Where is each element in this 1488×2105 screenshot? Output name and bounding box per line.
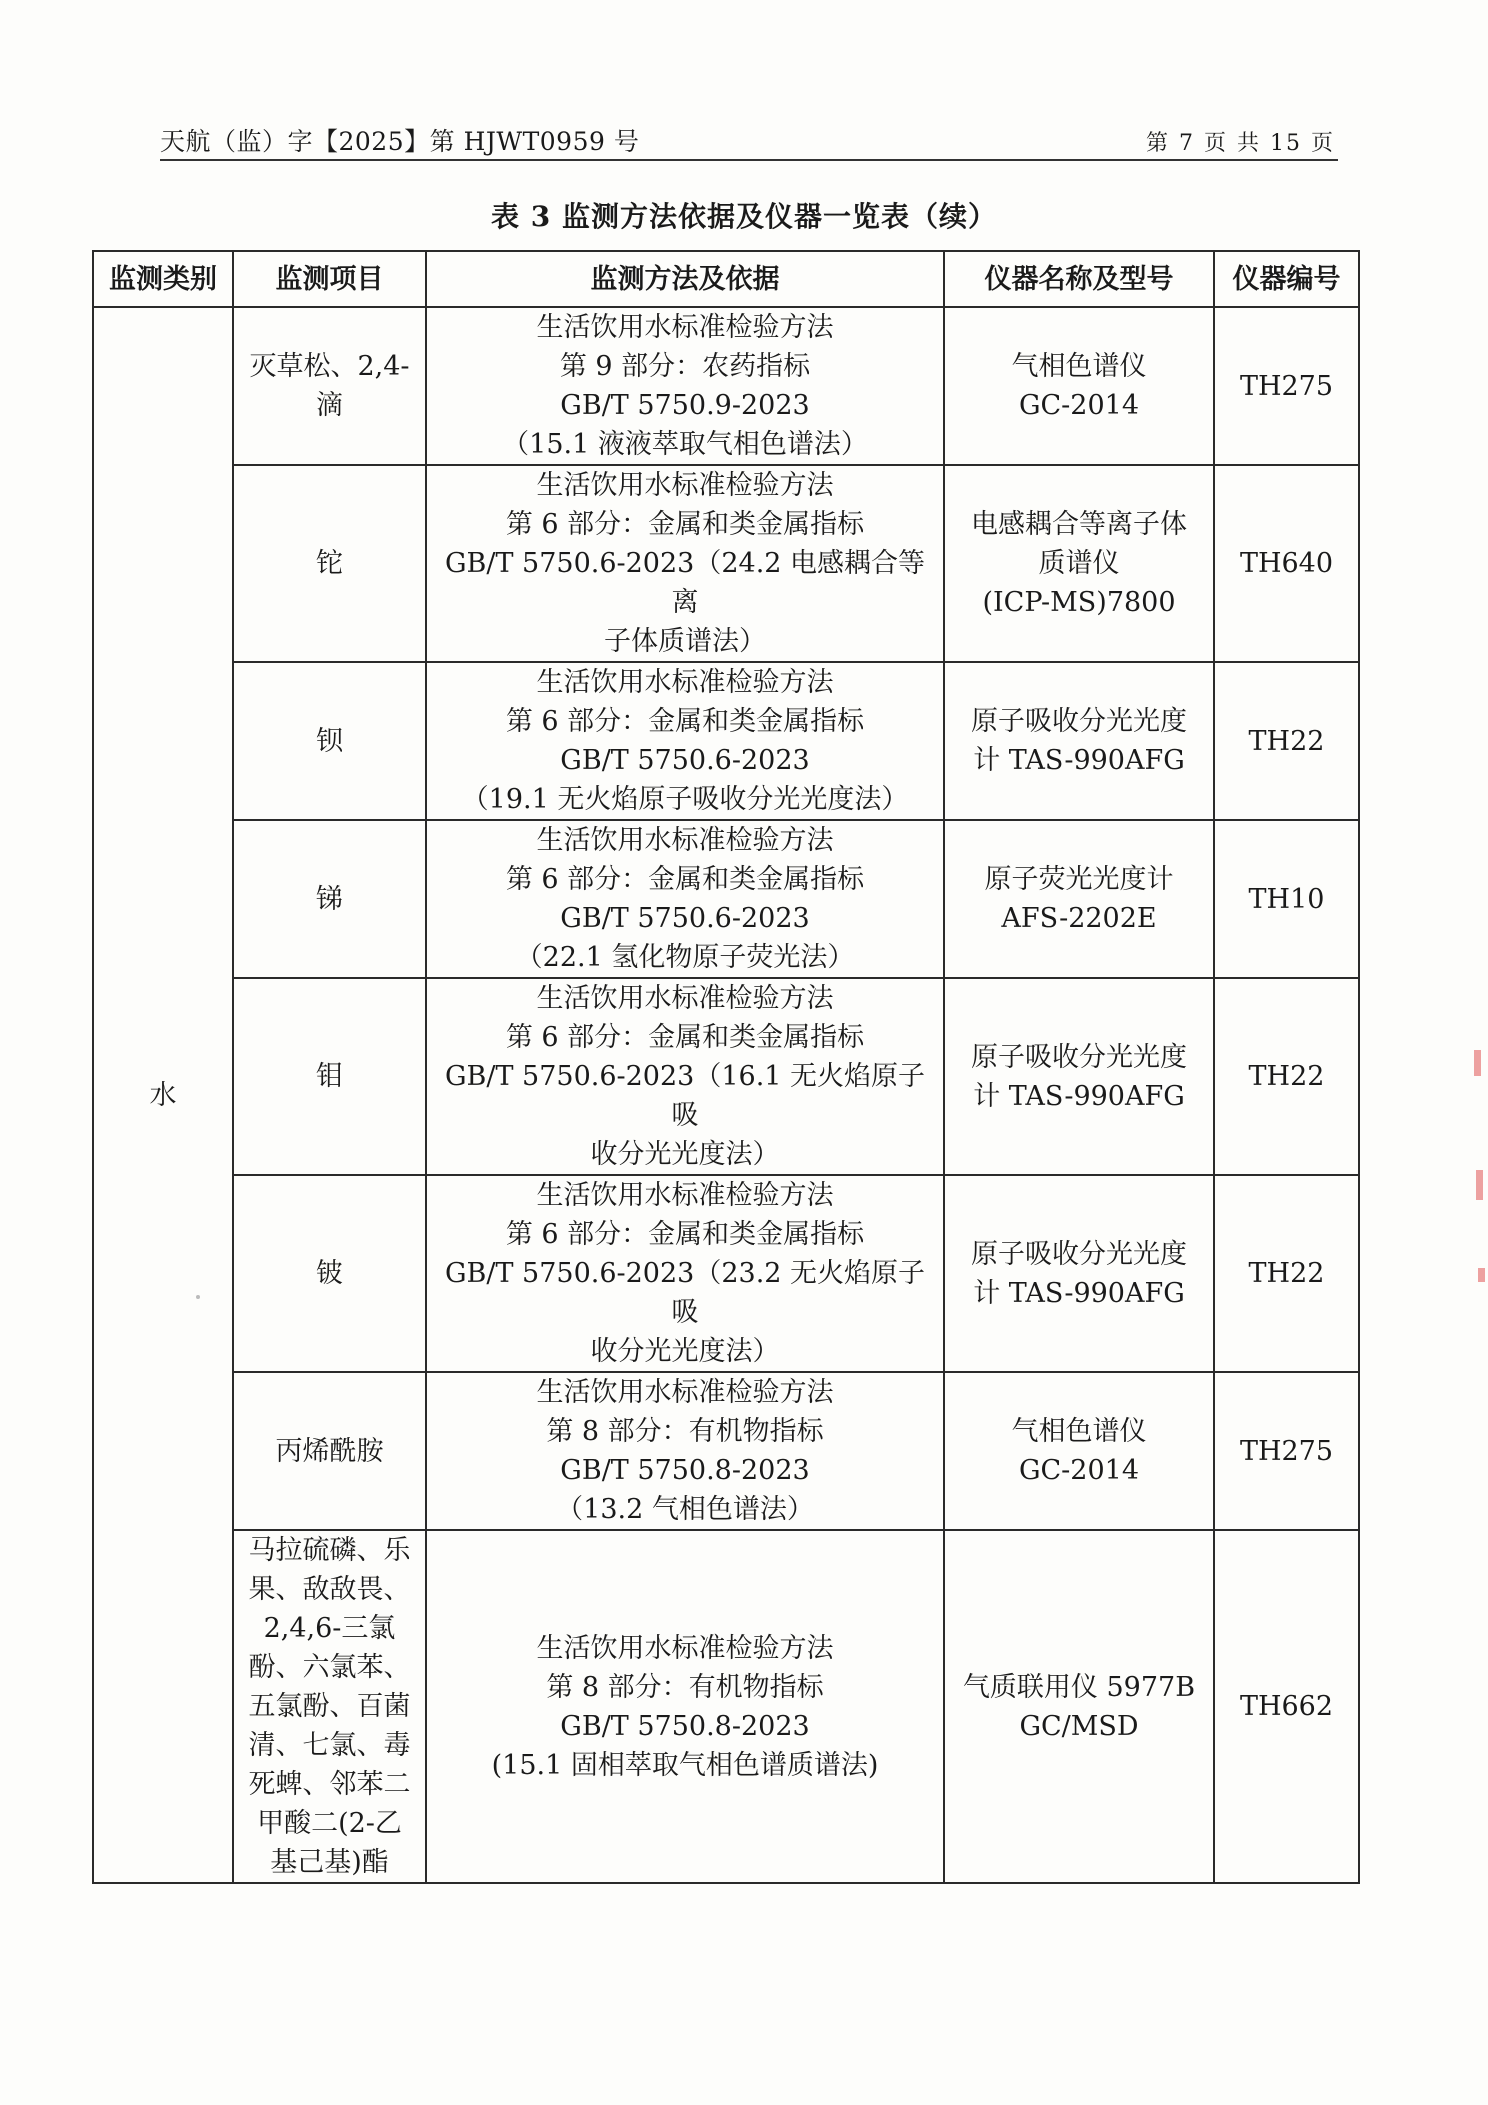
method-cell: 生活饮用水标准检验方法 第 9 部分：农药指标 GB/T 5750.9-2023 （15.1 液液萃取气相色谱法） — [426, 307, 944, 465]
header-instrument-id: 仪器编号 — [1214, 251, 1359, 307]
instrument-cell: 气相色谱仪 GC-2014 — [944, 307, 1214, 465]
instrument-id-cell: TH22 — [1214, 978, 1359, 1175]
method-cell: 生活饮用水标准检验方法 第 8 部分：有机物指标 GB/T 5750.8-2023 （13.2 气相色谱法） — [426, 1372, 944, 1530]
instrument-cell: 原子吸收分光光度 计 TAS-990AFG — [944, 662, 1214, 820]
instrument-id-cell: TH10 — [1214, 820, 1359, 978]
instrument-id-cell: TH640 — [1214, 465, 1359, 662]
header-category: 监测类别 — [93, 251, 233, 307]
category-cell: 水 — [93, 307, 233, 1883]
instrument-id-cell: TH22 — [1214, 662, 1359, 820]
seal-edge-mark — [1476, 1170, 1483, 1200]
table-header-row — [93, 251, 1359, 307]
table-row — [93, 820, 1359, 978]
header-instrument: 仪器名称及型号 — [944, 251, 1214, 307]
instrument-cell: 气相色谱仪 GC-2014 — [944, 1372, 1214, 1530]
instrument-id-cell: TH275 — [1214, 1372, 1359, 1530]
table-row — [93, 662, 1359, 820]
method-cell: 生活饮用水标准检验方法 第 6 部分：金属和类金属指标 GB/T 5750.6-2023 （22.1 氢化物原子荧光法） — [426, 820, 944, 978]
instrument-cell: 电感耦合等离子体 质谱仪 (ICP-MS)7800 — [944, 465, 1214, 662]
header-rule — [160, 159, 1338, 161]
method-cell: 生活饮用水标准检验方法 第 8 部分：有机物指标 GB/T 5750.8-2023 (15.1 固相萃取气相色谱质谱法) — [426, 1530, 944, 1883]
instrument-cell: 原子吸收分光光度 计 TAS-990AFG — [944, 978, 1214, 1175]
instrument-cell: 原子吸收分光光度 计 TAS-990AFG — [944, 1175, 1214, 1372]
table-row — [93, 465, 1359, 662]
table-row — [93, 1372, 1359, 1530]
item-cell: 锑 — [233, 820, 426, 978]
table-row — [93, 1530, 1359, 1883]
methods-table — [92, 250, 1360, 1884]
instrument-id-cell: TH275 — [1214, 307, 1359, 465]
item-cell: 钼 — [233, 978, 426, 1175]
instrument-id-cell: TH662 — [1214, 1530, 1359, 1883]
header-method: 监测方法及依据 — [426, 251, 944, 307]
table-row — [93, 978, 1359, 1175]
item-cell: 灭草松、2,4- 滴 — [233, 307, 426, 465]
instrument-cell: 原子荧光光度计 AFS-2202E — [944, 820, 1214, 978]
seal-edge-mark — [1474, 1050, 1481, 1076]
instrument-id-cell: TH22 — [1214, 1175, 1359, 1372]
header-item: 监测项目 — [233, 251, 426, 307]
item-cell: 马拉硫磷、乐 果、敌敌畏、 2,4,6-三氯 酚、六氯苯、 五氯酚、百菌 清、七氯、毒 死蜱、邻苯二 甲酸二(2-乙 基己基)酯 — [233, 1530, 426, 1883]
table-title: 表 3 监测方法依据及仪器一览表（续） — [491, 200, 997, 233]
page-header — [160, 118, 1335, 158]
instrument-cell: 气质联用仪 5977B GC/MSD — [944, 1530, 1214, 1883]
method-cell: 生活饮用水标准检验方法 第 6 部分：金属和类金属指标 GB/T 5750.6-2023（16.1 无火焰原子吸 收分光光度法） — [426, 978, 944, 1175]
item-cell: 钡 — [233, 662, 426, 820]
item-cell: 铍 — [233, 1175, 426, 1372]
page-number: 第 7 页 共 15 页 — [1146, 131, 1335, 156]
method-cell: 生活饮用水标准检验方法 第 6 部分：金属和类金属指标 GB/T 5750.6-2023（23.2 无火焰原子吸 收分光光度法） — [426, 1175, 944, 1372]
table-row — [93, 307, 1359, 465]
report-number: 天航（监）字【2025】第 HJWT0959 号 — [160, 127, 640, 156]
scan-speck — [196, 1295, 200, 1299]
method-cell: 生活饮用水标准检验方法 第 6 部分：金属和类金属指标 GB/T 5750.6-2023 （19.1 无火焰原子吸收分光光度法） — [426, 662, 944, 820]
method-cell: 生活饮用水标准检验方法 第 6 部分：金属和类金属指标 GB/T 5750.6-2023（24.2 电感耦合等离 子体质谱法） — [426, 465, 944, 662]
seal-edge-mark — [1478, 1268, 1485, 1282]
item-cell: 铊 — [233, 465, 426, 662]
item-cell: 丙烯酰胺 — [233, 1372, 426, 1530]
table-row — [93, 1175, 1359, 1372]
